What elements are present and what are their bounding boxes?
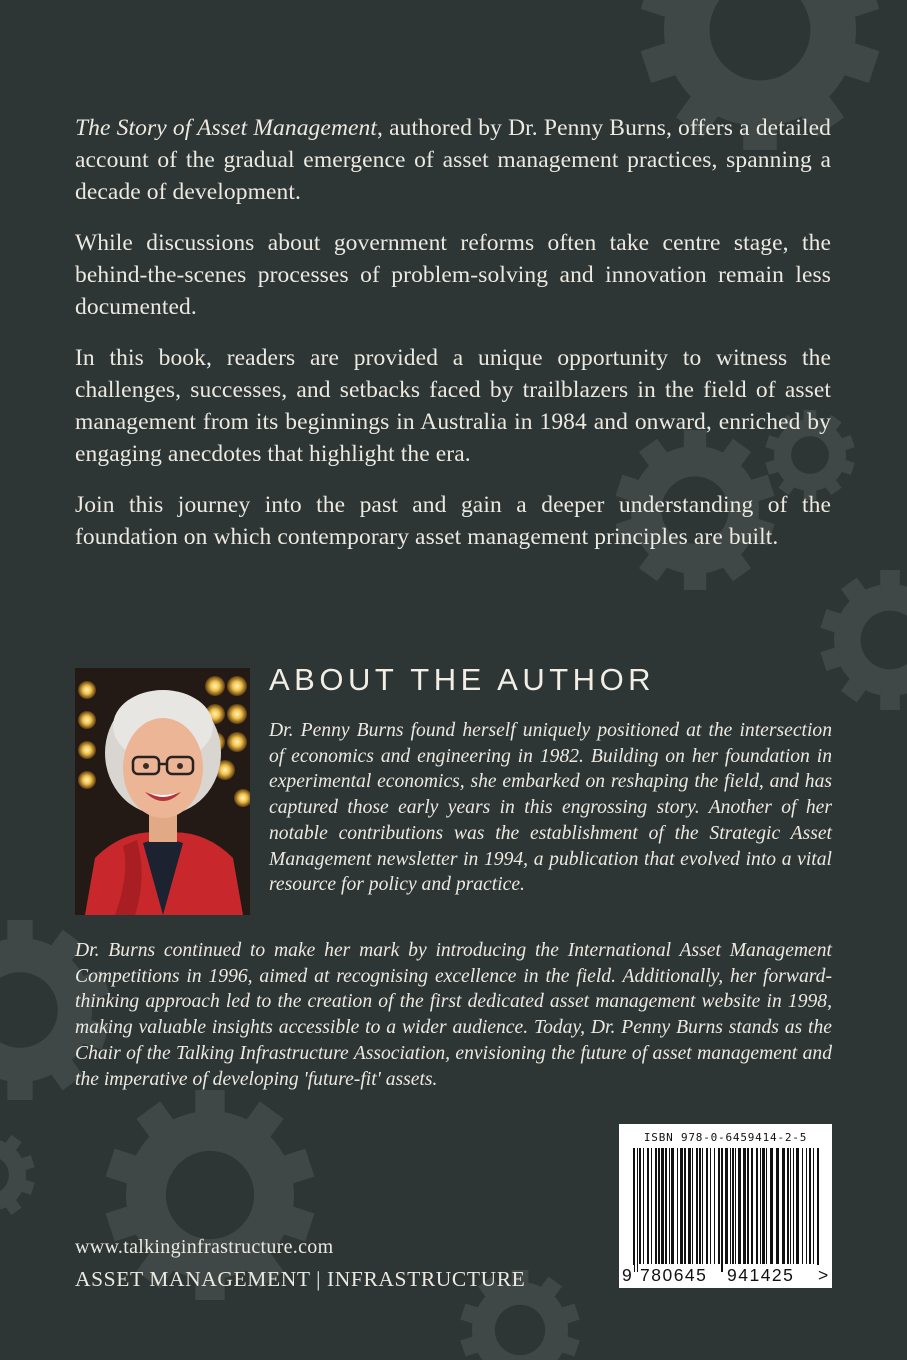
blurb-paragraph-2: While discussions about government reforms often take centre stage, the behind-the-scenes processes of problem-solving and innovation remain less documented.	[75, 230, 831, 320]
barcode-bar	[699, 1148, 701, 1264]
barcode-bar	[809, 1148, 811, 1264]
barcode-bar	[732, 1148, 734, 1264]
subject-categories: ASSET MANAGEMENT | INFRASTRUCTURE	[75, 1267, 526, 1291]
barcode-end-mark: >	[818, 1265, 830, 1285]
barcode-bar	[714, 1148, 715, 1264]
barcode-bar	[770, 1148, 773, 1264]
barcode-bar	[817, 1148, 819, 1272]
barcode-bar	[766, 1148, 767, 1264]
author-bio-part-2: Dr. Burns continued to make her mark by introducing the International Asset Management Competitions in 1996, aimed at recognising excellence in the field. Additionally, her forward-thinking approach led to the creation of the first dedicated asset management website in 1998, making valuable insights accessible to a wider audience. Today, Dr. Penny Burns stands as the Chair of the Talking Infrastructure Association, envisioning the future of asset management and the imperative of developing 'future-fit' assets.	[75, 940, 832, 1090]
barcode-bar	[796, 1148, 799, 1264]
barcode-bar	[718, 1148, 720, 1264]
barcode-bar	[702, 1148, 703, 1264]
barcode-bar	[651, 1148, 652, 1264]
barcode-right-digits: 941425	[727, 1265, 795, 1285]
website-url: www.talkinginfrastructure.com	[75, 1236, 334, 1258]
book-blurb	[75, 112, 831, 572]
barcode-bar	[776, 1148, 779, 1264]
barcode-bar	[696, 1148, 698, 1264]
barcode-bar	[633, 1148, 635, 1272]
barcode-bar	[756, 1148, 758, 1264]
barcode-bar	[639, 1148, 641, 1264]
barcode-bar	[751, 1148, 753, 1264]
barcode-bar	[680, 1148, 683, 1264]
about-the-author-heading: ABOUT THE AUTHOR	[269, 662, 656, 697]
barcode-bar	[665, 1148, 667, 1264]
barcode-bar	[661, 1148, 664, 1264]
barcode-bar	[738, 1148, 741, 1264]
barcode-bar	[684, 1148, 686, 1264]
barcode-bar	[787, 1148, 789, 1264]
barcode-bar	[669, 1148, 670, 1264]
barcode-bar	[730, 1148, 731, 1264]
author-bio-part-1: Dr. Penny Burns found herself uniquely positioned at the intersection of economics and engineering in 1982. Building on her foundation in experimental economics, she embarked on reshaping the field, and has captured those early years in this engrossing story. Another of her notable contributions was the establishment of the Strategic Asset Management newsletter in 1994, a publication that evolved into a vital resource for policy and practice.	[269, 720, 832, 896]
barcode-bars	[619, 1124, 832, 1288]
barcode-bar	[710, 1148, 711, 1264]
barcode-bar	[806, 1148, 807, 1264]
barcode-bar	[802, 1148, 803, 1264]
barcode-bar	[647, 1148, 649, 1264]
barcode-bar	[813, 1148, 814, 1264]
barcode-bar	[706, 1148, 708, 1264]
barcode-bar	[735, 1148, 736, 1264]
blurb-paragraph-3: In this book, readers are provided a unique opportunity to witness the challenges, successes, and setbacks faced by trailblazers in the field of asset management from its beginnings in Australia in 1984 and onward, enriched by engaging anecdotes that highlight the era.	[75, 345, 831, 467]
barcode-bar	[692, 1148, 693, 1264]
barcode-left-digits: 780645	[640, 1265, 708, 1285]
barcode-bar	[747, 1148, 749, 1264]
barcode-lead-digit: 9	[622, 1265, 634, 1285]
barcode-bar	[655, 1148, 657, 1264]
barcode-bar	[760, 1148, 761, 1264]
barcode-bar	[671, 1148, 674, 1264]
barcode-bar	[782, 1148, 785, 1264]
author-photo	[75, 668, 250, 915]
isbn-barcode	[619, 1124, 832, 1288]
barcode-bar	[637, 1148, 638, 1272]
blurb-paragraph-1: The Story of Asset Management, authored by Dr. Penny Burns, offers a detailed account of the gradual emergence of asset management practices, spanning a decade of development.	[75, 115, 831, 205]
barcode-bar	[658, 1148, 660, 1264]
barcode-bar	[762, 1148, 765, 1264]
barcode-bar	[793, 1148, 794, 1264]
barcode-bar	[743, 1148, 746, 1264]
book-title: The Story of Asset Management	[75, 115, 378, 141]
barcode-bar	[790, 1148, 791, 1264]
barcode-bar	[677, 1148, 678, 1264]
barcode-bar	[725, 1148, 728, 1264]
barcode-bar	[721, 1148, 723, 1272]
barcode-bar	[643, 1148, 644, 1264]
barcode-bar	[688, 1148, 691, 1264]
isbn-label: ISBN 978-0-6459414-2-5	[643, 1131, 808, 1144]
blurb-paragraph-4: Join this journey into the past and gain a deeper understanding of the foundation on which contemporary asset management principles are built.	[75, 492, 831, 550]
